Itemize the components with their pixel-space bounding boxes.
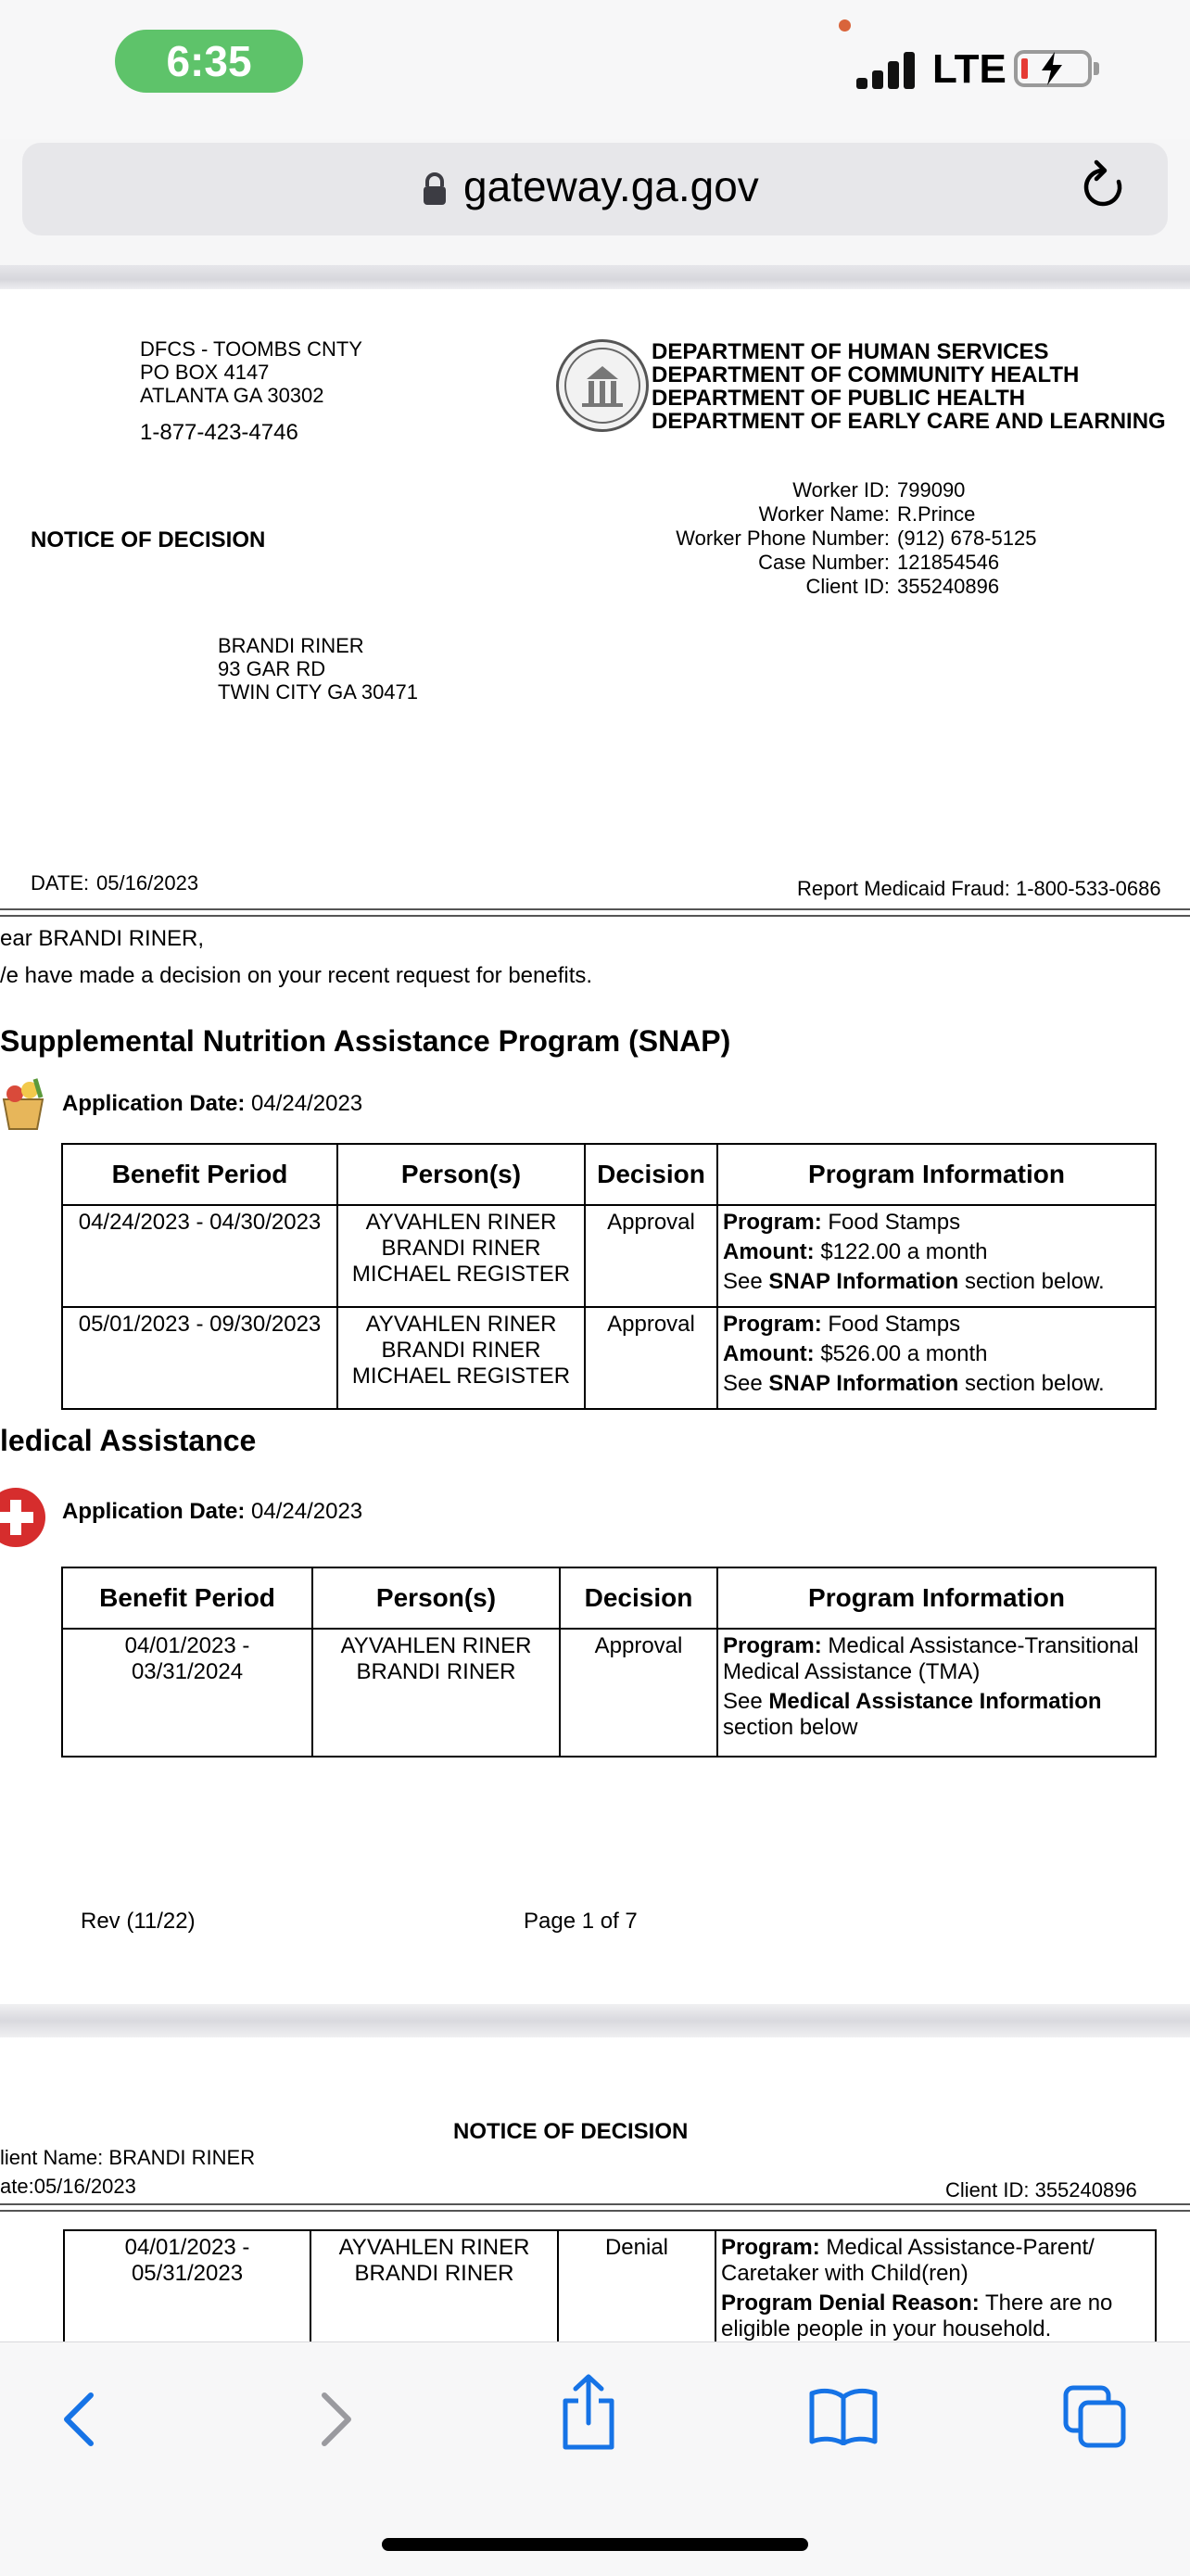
decision-cell: Denial [558,2230,715,2369]
snap-heading: Supplemental Nutrition Assistance Program (SNAP) [0,1024,731,1058]
page-number: Page 1 of 7 [524,1909,638,1934]
case-number-value: 121854546 [897,551,1000,574]
col-header: Decision [560,1567,717,1629]
table-row [62,1205,1156,1307]
worker-phone-value[interactable]: (912) 678-5125 [897,527,1037,550]
persons-cell: AYVAHLEN RINER BRANDI RINER [310,2230,558,2369]
snap-table [61,1143,1157,1410]
dept-line-4: DEPARTMENT OF EARLY CARE AND LEARNING [652,409,1166,434]
recipient-line1: BRANDI RINER [218,634,364,657]
table-row [62,1629,1156,1757]
signal-icon [856,46,918,89]
battery-icon [1014,50,1092,87]
date-value: 05/16/2023 [96,871,199,895]
benefit-period: 04/01/2023 - 03/31/2024 [62,1629,312,1757]
lock-icon [423,172,447,206]
snap-app-date-label: Application Date: [62,1091,246,1116]
recipient-line2: 93 GAR RD [218,657,326,680]
revision-label: Rev (11/22) [81,1909,196,1934]
decision-cell: Approval [585,1205,717,1307]
persons-cell: AYVAHLEN RINER BRANDI RINER MICHAEL REGISTER [337,1205,585,1307]
greeting: ear BRANDI RINER, [0,926,205,951]
col-header: Program Information [717,1144,1156,1205]
medical-table [61,1567,1157,1758]
status-time[interactable]: 6:35 [115,30,303,93]
decision-cell: Approval [560,1629,717,1757]
benefit-period: 04/24/2023 - 04/30/2023 [62,1205,337,1307]
georgia-seal-icon [556,339,649,432]
col-header: Program Information [717,1567,1156,1629]
page2-client-id: Client ID: 355240896 [945,2178,1137,2202]
recording-dot-icon [839,19,851,32]
worker-phone-label: Worker Phone Number: [676,527,890,550]
decision-cell: Approval [585,1307,717,1409]
medical-app-date-value: 04/24/2023 [251,1499,363,1524]
page2-title: NOTICE OF DECISION [453,2119,689,2144]
network-type: LTE [932,46,1006,92]
col-header: Person(s) [312,1567,560,1629]
intro-text: /e have made a decision on your recent request for benefits. [0,963,593,988]
sender-line1: DFCS - TOOMBS CNTY [140,337,362,361]
sender-line3: ATLANTA GA 30302 [140,384,324,407]
worker-name-label: Worker Name: [758,502,890,526]
worker-name-value: R.Prince [897,502,976,526]
date-label: DATE: [31,871,90,895]
notice-title: NOTICE OF DECISION [31,527,266,552]
groceries-icon [0,1075,50,1131]
dept-line-3: DEPARTMENT OF PUBLIC HEALTH [652,386,1026,411]
reload-icon[interactable] [1081,159,1125,211]
recipient-line3: TWIN CITY GA 30471 [218,680,419,704]
program-info-cell: Program: Medical Assistance-Parent/ Caretaker with Child(ren) Program Denial Reason: There are no eligible people in your household. [715,2230,1156,2369]
col-header: Benefit Period [62,1567,312,1629]
benefit-period: 05/01/2023 - 09/30/2023 [62,1307,337,1409]
page2-date-label: ate: [0,2175,34,2198]
home-indicator[interactable] [382,2538,808,2551]
share-icon[interactable] [558,2373,619,2451]
client-name-value: BRANDI RINER [108,2146,256,2169]
medical-cross-icon [0,1487,46,1548]
sender-phone: 1-877-423-4746 [140,420,298,445]
program-info-cell: Program: Food Stamps Amount: $526.00 a month See SNAP Information section below. [717,1307,1156,1409]
case-number-label: Case Number: [758,551,890,574]
persons-cell: AYVAHLEN RINER BRANDI RINER MICHAEL REGISTER [337,1307,585,1409]
fraud-hotline[interactable]: Report Medicaid Fraud: 1-800-533-0686 [797,877,1161,900]
medical-heading: ledical Assistance [0,1424,257,1457]
worker-id-value: 799090 [897,478,966,501]
medical-app-date-label: Application Date: [62,1499,246,1524]
program-info-cell: Program: Food Stamps Amount: $122.00 a month See SNAP Information section below. [717,1205,1156,1307]
col-header: Benefit Period [62,1144,337,1205]
page2-date-value: 05/16/2023 [33,2175,136,2198]
back-icon[interactable] [57,2390,100,2449]
forward-icon[interactable] [315,2390,358,2449]
client-id-label: Client ID: [805,575,890,598]
url-text[interactable]: gateway.ga.gov [463,162,759,210]
worker-id-label: Worker ID: [792,478,890,501]
sender-line2: PO BOX 4147 [140,361,270,384]
persons-cell: AYVAHLEN RINER BRANDI RINER [312,1629,560,1757]
client-id-value: 355240896 [897,575,1000,598]
program-info-cell: Program: Medical Assistance-Transitional Medical Assistance (TMA) See Medical Assistance Information section below [717,1629,1156,1757]
col-header: Person(s) [337,1144,585,1205]
tabs-icon[interactable] [1062,2384,1129,2451]
dept-line-2: DEPARTMENT OF COMMUNITY HEALTH [652,362,1080,387]
bookmarks-icon[interactable] [808,2386,879,2445]
snap-app-date-value: 04/24/2023 [251,1091,363,1116]
client-name-label: lient Name: [0,2146,104,2169]
col-header: Decision [585,1144,717,1205]
dept-line-1: DEPARTMENT OF HUMAN SERVICES [652,339,1049,364]
benefit-period: 04/01/2023 - 05/31/2023 [64,2230,310,2369]
table-row [62,1307,1156,1409]
